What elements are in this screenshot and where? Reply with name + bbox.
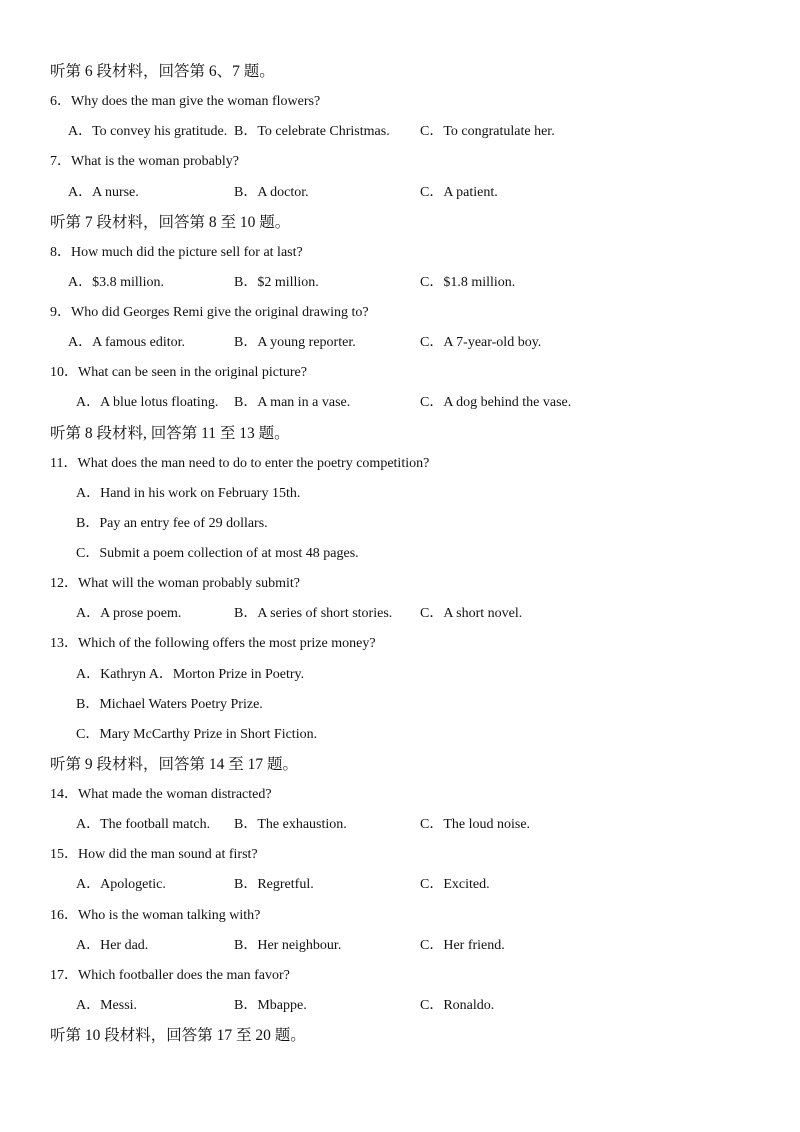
question-17-option-c: C．Ronaldo. bbox=[420, 997, 495, 1013]
question-12-options bbox=[50, 599, 780, 629]
question-16-options bbox=[50, 931, 780, 961]
question-16-stem: 16．Who is the woman talking with? bbox=[50, 907, 261, 923]
question-17-option-a: A．Messi. bbox=[76, 997, 138, 1013]
question-10-option-a: A．A blue lotus floating. bbox=[76, 395, 219, 411]
section-8-heading: 听第 8 段材料, 回答第 11 至 13 题。 bbox=[50, 424, 290, 442]
question-16-option-a: A．Her dad. bbox=[76, 937, 149, 953]
question-7-option-a: A．A nurse. bbox=[68, 184, 139, 200]
question-15-options bbox=[50, 870, 780, 900]
question-6-options bbox=[50, 117, 780, 147]
question-6-option-c: C．To congratulate her. bbox=[420, 124, 555, 140]
page-content bbox=[50, 57, 780, 1051]
question-12-option-a: A．A prose poem. bbox=[76, 606, 182, 622]
question-8-stem: 8．How much did the picture sell for at last? bbox=[50, 244, 303, 260]
question-17-stem: 17．Which footballer does the man favor? bbox=[50, 967, 290, 983]
question-16-option-b: B．Her neighbour. bbox=[234, 937, 342, 953]
question-8-option-c: C．$1.8 million. bbox=[420, 274, 516, 290]
question-17-option-b: B．Mbappe. bbox=[234, 997, 307, 1013]
question-6-option-b: B．To celebrate Christmas. bbox=[234, 124, 390, 140]
question-12-stem: 12．What will the woman probably submit? bbox=[50, 576, 301, 592]
question-11-stem: 11．What does the man need to do to enter the poetry competition? bbox=[50, 455, 430, 471]
question-13-option-b: B．Michael Waters Poetry Prize. bbox=[76, 696, 263, 712]
question-12-option-c: C．A short novel. bbox=[420, 606, 523, 622]
question-9-option-c: C．A 7-year-old boy. bbox=[420, 335, 542, 351]
question-7-options bbox=[50, 178, 780, 208]
question-6-stem: 6．Why does the man give the woman flowers? bbox=[50, 94, 321, 110]
question-11-option-b: B．Pay an entry fee of 29 dollars. bbox=[76, 515, 268, 531]
question-8-options bbox=[50, 268, 780, 298]
question-7-option-b: B．A doctor. bbox=[234, 184, 309, 200]
question-14-option-a: A．The football match. bbox=[76, 817, 211, 833]
question-9-option-a: A．A famous editor. bbox=[68, 335, 186, 351]
question-9-option-b: B．A young reporter. bbox=[234, 335, 356, 351]
section-6-heading: 听第 6 段材料，回答第 6、7 题。 bbox=[50, 63, 275, 80]
question-10-stem: 10．What can be seen in the original picture? bbox=[50, 365, 307, 381]
question-15-option-c: C．Excited. bbox=[420, 877, 490, 893]
question-16-option-c: C．Her friend. bbox=[420, 937, 505, 953]
question-10-option-c: C．A dog behind the vase. bbox=[420, 395, 572, 411]
question-14-option-b: B．The exhaustion. bbox=[234, 817, 347, 833]
question-11-option-a: A．Hand in his work on February 15th. bbox=[76, 485, 301, 501]
question-12-option-b: B．A series of short stories. bbox=[234, 606, 393, 622]
question-7-option-c: C．A patient. bbox=[420, 184, 498, 200]
question-14-options bbox=[50, 810, 780, 840]
question-14-option-c: C．The loud noise. bbox=[420, 817, 531, 833]
question-10-options bbox=[50, 388, 780, 418]
section-10-heading: 听第 10 段材料，回答第 17 至 20 题。 bbox=[50, 1027, 306, 1044]
section-7-heading: 听第 7 段材料，回答第 8 至 10 题。 bbox=[50, 213, 291, 231]
question-8-option-b: B．$2 million. bbox=[234, 274, 319, 290]
question-11-option-c: C．Submit a poem collection of at most 48 pages. bbox=[76, 546, 359, 561]
question-10-option-b: B．A man in a vase. bbox=[234, 395, 351, 411]
question-14-stem: 14．What made the woman distracted? bbox=[50, 787, 272, 802]
question-6-option-a: A．To convey his gratitude. bbox=[68, 124, 228, 140]
question-13-option-c: C．Mary McCarthy Prize in Short Fiction. bbox=[76, 726, 318, 742]
question-9-stem: 9．Who did Georges Remi give the original drawing to? bbox=[50, 305, 369, 320]
question-7-stem: 7．What is the woman probably? bbox=[50, 154, 239, 170]
question-15-stem: 15．How did the man sound at first? bbox=[50, 847, 258, 863]
question-13-stem: 13．Which of the following offers the most prize money? bbox=[50, 636, 376, 652]
question-15-option-a: A．Apologetic. bbox=[76, 877, 166, 893]
section-9-heading: 听第 9 段材料，回答第 14 至 17 题。 bbox=[50, 755, 299, 773]
question-15-option-b: B．Regretful. bbox=[234, 877, 314, 893]
question-9-options bbox=[50, 328, 780, 358]
question-8-option-a: A．$3.8 million. bbox=[68, 274, 165, 290]
question-13-option-a: A．Kathryn A．Morton Prize in Poetry. bbox=[76, 666, 305, 682]
question-17-options bbox=[50, 991, 780, 1021]
